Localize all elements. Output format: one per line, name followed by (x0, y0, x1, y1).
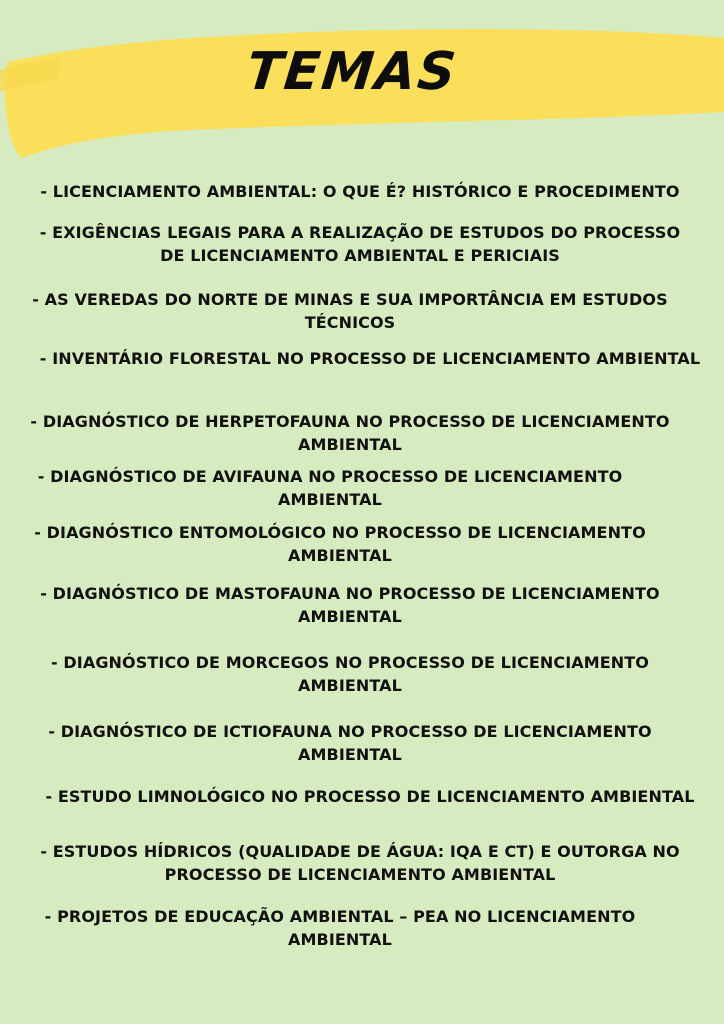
topic-line-continued: AMBIENTAL (288, 546, 392, 565)
topic-line: - ESTUDO LIMNOLÓGICO NO PROCESSO DE LICENCIAMENTO AMBIENTAL (45, 787, 695, 806)
topic-line-continued: TÉCNICOS (304, 313, 396, 332)
topic-item (20, 347, 720, 370)
topic-line-continued: PROCESSO DE LICENCIAMENTO AMBIENTAL (164, 865, 556, 884)
topic-item (20, 180, 700, 203)
topic-line: - DIAGNÓSTICO DE MORCEGOS NO PROCESSO DE LICENCIAMENTO (51, 653, 649, 672)
topic-line: - DIAGNÓSTICO DE AVIFAUNA NO PROCESSO DE LICENCIAMENTO (37, 467, 623, 486)
topic-line-continued: AMBIENTAL (288, 930, 392, 949)
page-title: TEMAS (243, 42, 461, 102)
topic-line-continued: AMBIENTAL (298, 607, 402, 626)
topic-line: - DIAGNÓSTICO DE MASTOFAUNA NO PROCESSO DE LICENCIAMENTO (40, 584, 660, 603)
topic-line-continued: DE LICENCIAMENTO AMBIENTAL E PERICIAIS (160, 246, 560, 265)
topic-line: - ESTUDOS HÍDRICOS (QUALIDADE DE ÁGUA: IQA E CT) E OUTORGA NO (40, 842, 680, 861)
topic-item (20, 582, 680, 628)
topic-line: - PROJETOS DE EDUCAÇÃO AMBIENTAL – PEA NO LICENCIAMENTO (44, 907, 636, 926)
topic-line: - DIAGNÓSTICO DE ICTIOFAUNA NO PROCESSO DE LICENCIAMENTO (48, 722, 652, 741)
topic-line-continued: AMBIENTAL (298, 745, 402, 764)
topic-line-continued: AMBIENTAL (298, 676, 402, 695)
topic-line: - INVENTÁRIO FLORESTAL NO PROCESSO DE LICENCIAMENTO AMBIENTAL (39, 349, 701, 368)
topic-item (10, 521, 670, 567)
topic-item (20, 221, 700, 267)
topic-line: - DIAGNÓSTICO DE HERPETOFAUNA NO PROCESSO DE LICENCIAMENTO (30, 412, 670, 431)
topic-item (10, 465, 650, 511)
topic-line: - LICENCIAMENTO AMBIENTAL: O QUE É? HISTÓRICO E PROCEDIMENTO (40, 182, 680, 201)
topic-item (20, 651, 680, 697)
topic-line: - AS VEREDAS DO NORTE DE MINAS E SUA IMPORTÂNCIA EM ESTUDOS (32, 290, 668, 309)
topic-line: - EXIGÊNCIAS LEGAIS PARA A REALIZAÇÃO DE ESTUDOS DO PROCESSO (39, 223, 681, 242)
topic-line-continued: AMBIENTAL (298, 435, 402, 454)
topic-item (10, 288, 690, 334)
topic-item (30, 785, 710, 808)
topic-item (20, 840, 700, 886)
topic-line-continued: AMBIENTAL (278, 490, 382, 509)
topic-item (20, 720, 680, 766)
topic-item (10, 410, 690, 456)
topic-line: - DIAGNÓSTICO ENTOMOLÓGICO NO PROCESSO DE LICENCIAMENTO (34, 523, 646, 542)
topic-item (20, 905, 660, 951)
